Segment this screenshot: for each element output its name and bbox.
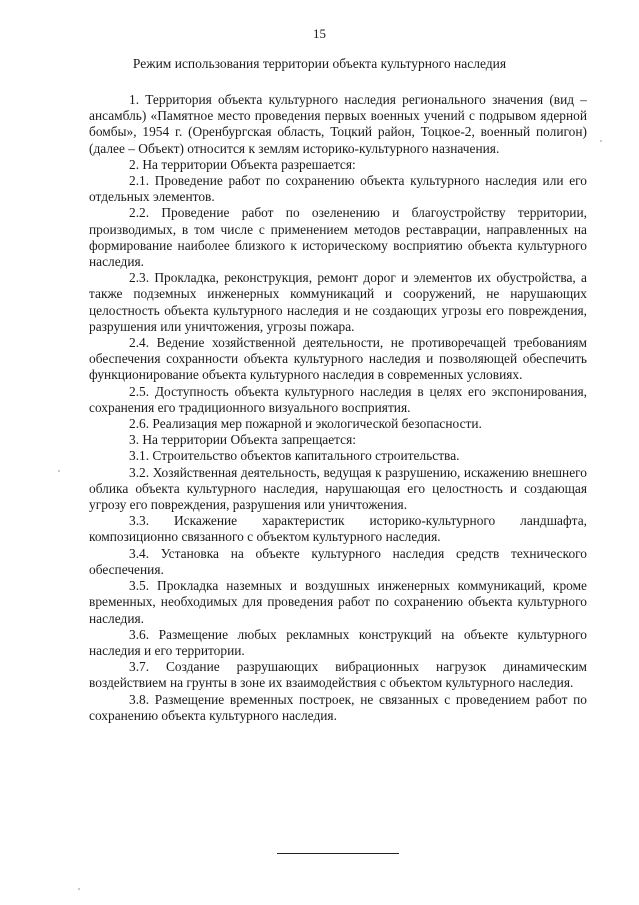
paragraph-3-7: 3.7. Создание разрушающих вибрационных нагрузок динамическим воздействием на грунты в зоне их взаимодействия с объектом культурного наследия. [89,659,587,691]
paragraph-2-1: 2.1. Проведение работ по сохранению объекта культурного наследия или его отдельных элементов. [89,173,587,205]
paragraph-2-4: 2.4. Ведение хозяйственной деятельности, не противоречащей требованиям обеспечения сохранности объекта культурного наследия и позволяющей обеспечить функционирование объекта культурного наследия в современных условиях. [89,335,587,383]
paragraph-3-3: 3.3. Искажение характеристик историко-культурного ландшафта, композиционно связанного с объектом культурного наследия. [89,513,587,545]
paragraph-2-6: 2.6. Реализация мер пожарной и экологической безопасности. [129,416,482,432]
document-title: Режим использования территории объекта культурного наследия [132,56,507,71]
paragraph-3-6: 3.6. Размещение любых рекламных конструкций на объекте культурного наследия и его территории. [89,626,587,658]
paragraph-3-4: 3.4. Установка на объекте культурного наследия средств технического обеспечения. [89,545,587,577]
page-number: 15 [313,26,326,41]
paragraph-3-8: 3.8. Размещение временных построек, не связанных с проведением работ по сохранению объекта культурного наследия. [89,691,587,723]
paragraph-2-2: 2.2. Проведение работ по озеленению и благоустройству территории, производимых, в том числе с применением методов реставрации, направленных на формирование наиболее близкого к историческому восприятию объекта культурного наследия. [89,205,587,270]
paragraph-3-2: 3.2. Хозяйственная деятельность, ведущая к разрушению, искажению внешнего облика объекта культурного наследия, нарушающая его целостность и создающая угрозу его повреждения, разрушения или уничтожения. [89,464,587,513]
scan-speck [600,140,602,142]
paragraph-2: 2. На территории Объекта разрешается: [129,156,356,172]
closing-rule [277,853,399,854]
scan-speck [58,470,60,472]
paragraph-1: 1. Территория объекта культурного наследия регионального значения (вид – ансамбль) «Памятное место проведения первых военных учений с подрывом ядерной бомбы», 1954 г. (Оренбургская область, Тоцкий район, Тоцкое-2, военный полигон) (далее – Объект) относится к землям историко-культурного назначения. [89,92,587,156]
paragraph-2-3: 2.3. Прокладка, реконструкция, ремонт дорог и элементов их обустройства, а также подземных инженерных коммуникаций и сооружений, не нарушающих целостность объекта культурного наследия и не создающих угрозы его повреждения, разрушения или уничтожения, угрозы пожара. [89,270,587,334]
paragraph-3-1: 3.1. Строительство объектов капитального строительства. [129,448,460,464]
paragraph-3: 3. На территории Объекта запрещается: [129,432,356,448]
paragraph-2-5: 2.5. Доступность объекта культурного наследия в целях его экспонирования, сохранения его традиционного визуального восприятия. [89,383,587,415]
document-body [89,92,587,724]
paragraph-3-5: 3.5. Прокладка наземных и воздушных инженерных коммуникаций, кроме временных, необходимых для проведения работ по сохранению объекта культурного наследия. [89,578,587,626]
scan-speck [78,888,80,890]
